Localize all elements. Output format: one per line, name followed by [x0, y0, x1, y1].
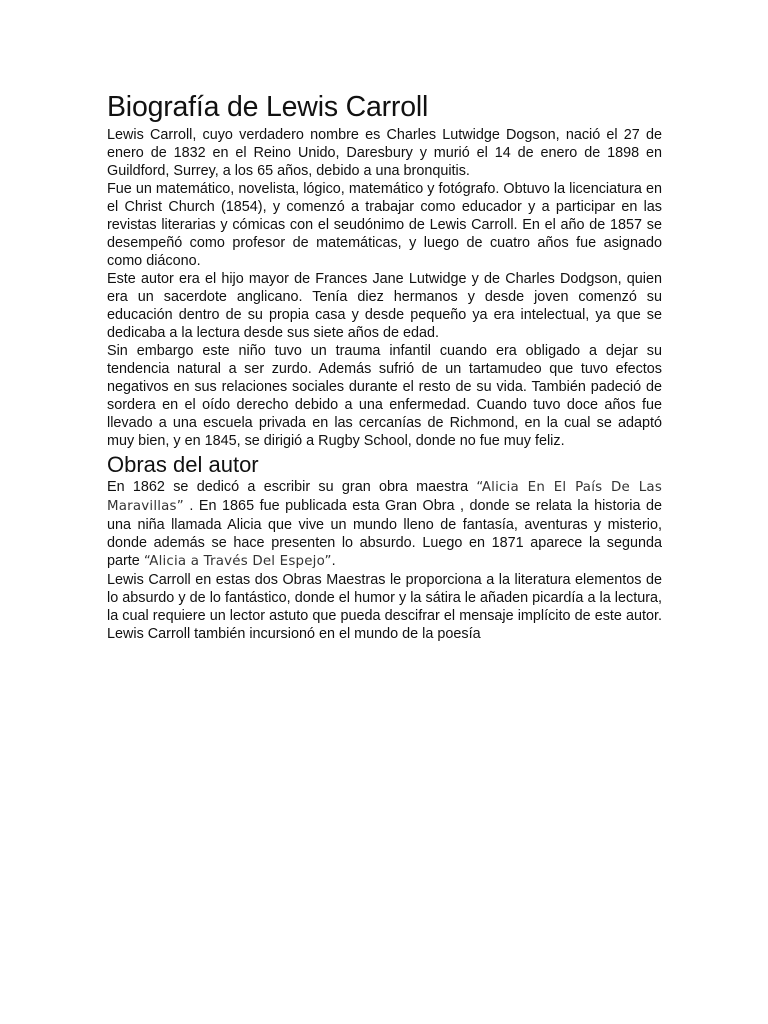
- bio-paragraph-4: Sin embargo este niño tuvo un trauma infantil cuando era obligado a dejar su tendencia natural a ser zurdo. Además sufrió de un tartamudeo que tuvo efectos negativos en sus relaciones sociales durante el resto de su vida. También padeció de sordera en el oído derecho debido a una enfermedad. Cuando tuvo doce años fue llevado a una escuela privada en las cercanías de Richmond, en la cual se adaptó muy bien, y en 1845, se dirigió a Rugby School, donde no fue muy feliz.: [107, 343, 662, 449]
- works-text-b: . En 1865 fue publicada esta Gran Obra , donde se relata la historia de una niña llamada Alicia que vive un mundo lleno de fantasía, aventuras y misterio, donde además se hace presenten lo absurdo. Luego en 1871 aparece la segunda parte: [107, 498, 662, 569]
- works-paragraph-2: Lewis Carroll en estas dos Obras Maestras le proporciona a la literatura elementos de lo absurdo y de lo fantástico, donde el humor y la sátira le añaden picardía a la lectura, la cual requiere un lector astuto que pueda descifrar el mensaje implícito de este autor. Lewis Carroll también incursionó en el mundo de la poesía: [107, 572, 662, 642]
- bio-paragraph-2: Fue un matemático, novelista, lógico, matemático y fotógrafo. Obtuvo la licenciatura en el Christ Church (1854), y comenzó a trabajar como educador y a participar en las revistas literarias y cómicas con el seudónimo de Lewis Carroll. En el año de 1857 se desempeñó como profesor de matemáticas, y luego de cuatro años fue asignado como diácono.: [107, 181, 662, 269]
- book-title-quote-1: “Alicia En El País De Las Maravillas”: [107, 480, 662, 514]
- section-heading: Obras del autor: [107, 452, 259, 477]
- document-title: Biografía de Lewis Carroll: [107, 91, 429, 123]
- bio-paragraph-1: Lewis Carroll, cuyo verdadero nombre es Charles Lutwidge Dogson, nació el 27 de enero de 1832 en el Reino Unido, Daresbury y murió el 14 de enero de 1898 en Guildford, Surrey, a los 65 años, debido a una bronquitis.: [107, 127, 662, 179]
- book-title-quote-2: “Alicia a Través Del Espejo”: [143, 554, 332, 569]
- bio-paragraph-3: Este autor era el hijo mayor de Frances Jane Lutwidge y de Charles Dodgson, quien era un sacerdote anglicano. Tenía diez hermanos y desde joven comenzó su educación dentro de su propia casa y desde pequeño ya era intelectual, ya que se dedicaba a la lectura desde sus siete años de edad.: [107, 271, 662, 341]
- works-text-c: .: [331, 553, 336, 569]
- works-text-a: En 1862 se dedicó a escribir su gran obra maestra: [107, 479, 477, 495]
- works-paragraph-1: [107, 478, 662, 571]
- document-page: [107, 90, 662, 643]
